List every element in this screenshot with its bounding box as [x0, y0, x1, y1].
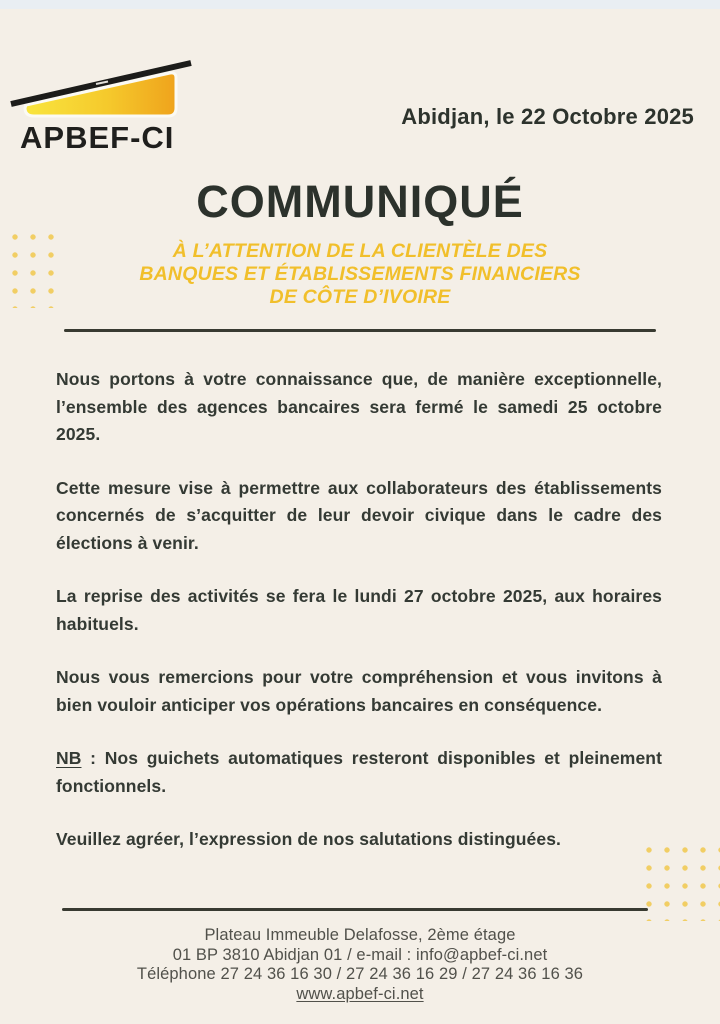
paragraph-reason: Cette mesure vise à permettre aux collaborateurs des établissements concernés de s’acquitter de leur devoir civique dans le cadre des élections à venir.: [56, 477, 662, 553]
dot-grid-right-decoration: [646, 847, 720, 921]
top-divider: [64, 329, 656, 332]
paragraph-nb: [56, 745, 662, 800]
body-content: [56, 366, 662, 854]
subtitle: [0, 240, 720, 309]
footer-phone: Téléphone 27 24 36 16 30 / 27 24 36 16 29 / 27 24 36 16 36: [136, 965, 584, 983]
paragraph-thanks: Nous vous remercions pour votre compréhension et vous invitons à bien vouloir anticiper vos opérations bancaires en conséquence.: [56, 667, 662, 715]
subtitle-line-2: BANQUES ET ÉTABLISSEMENTS FINANCIERS: [139, 263, 581, 285]
date-line: Abidjan, le 22 Octobre 2025: [401, 104, 694, 129]
footer-divider: [62, 908, 648, 911]
paragraph-closure-announcement: Nous portons à votre connaissance que, de manière exceptionnelle, l’ensemble des agences bancaires sera fermé le samedi 25 octobre 2025.: [56, 369, 662, 444]
subtitle-line-1: À L’ATTENTION DE LA CLIENTÈLE DES: [172, 240, 548, 262]
logo-wordmark: APBEF-CI: [20, 120, 175, 155]
footer-website-link[interactable]: www.apbef-ci.net: [296, 984, 424, 1003]
nb-text: : Nos guichets automatiques resteront disponibles et pleinement fonctionnels.: [56, 748, 662, 796]
footer-address: Plateau Immeuble Delafosse, 2ème étage: [204, 926, 516, 944]
nb-label: NB: [56, 748, 82, 768]
page-title: COMMUNIQUÉ: [196, 176, 524, 227]
subtitle-line-3: DE CÔTE D’IVOIRE: [269, 286, 451, 308]
paragraph-closing: Veuillez agréer, l’expression de nos salutations distinguées.: [56, 829, 562, 849]
footer-bp-email: 01 BP 3810 Abidjan 01 / e-mail : info@apbef-ci.net: [172, 945, 548, 964]
top-strip: [0, 0, 720, 9]
apbef-logo: [10, 50, 210, 170]
paragraph-resumption: La reprise des activités se fera le lundi 27 octobre 2025, aux horaires habituels.: [56, 586, 662, 634]
footer: [0, 926, 720, 1004]
